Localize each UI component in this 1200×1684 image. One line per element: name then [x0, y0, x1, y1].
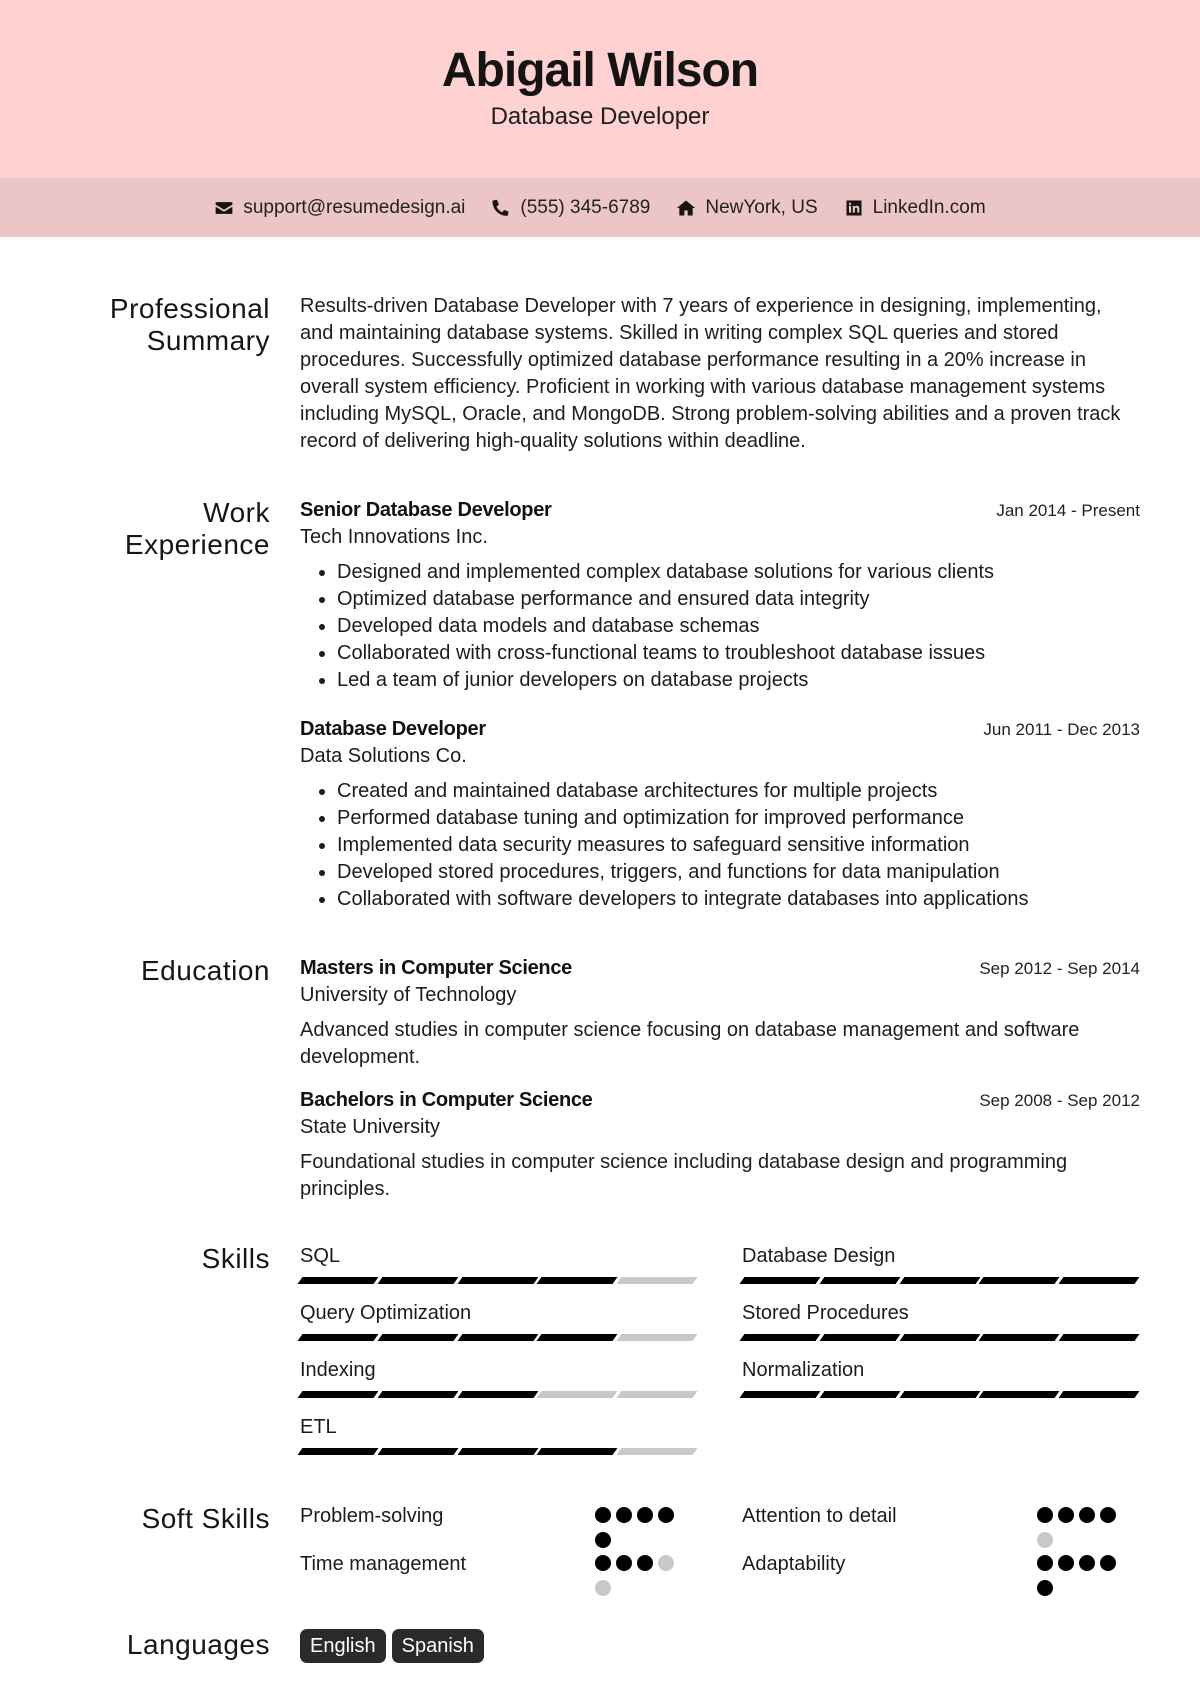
- job-company: Data Solutions Co.: [300, 745, 467, 767]
- skill-level-bar: [300, 1334, 695, 1343]
- skill-level-segment: [1059, 1391, 1140, 1398]
- envelope-icon: [214, 198, 234, 218]
- skill-name: Indexing: [300, 1359, 376, 1381]
- skill-name: Stored Procedures: [742, 1302, 909, 1324]
- linkedin-icon: [844, 198, 864, 218]
- section-title-education: Education: [140, 955, 270, 986]
- skill-level-segment: [457, 1391, 538, 1398]
- job-bullet: • Led a team of junior developers on database projects: [337, 667, 1140, 694]
- soft-skill-item: [742, 1503, 1137, 1551]
- skill-item: [300, 1243, 695, 1286]
- skill-level-bar: [300, 1277, 695, 1286]
- skill-level-segment: [979, 1391, 1060, 1398]
- language-tag: English: [300, 1629, 386, 1663]
- skill-level-segment: [537, 1448, 618, 1455]
- skill-level-segment: [1059, 1277, 1140, 1284]
- skill-item: [300, 1357, 695, 1400]
- experience-heading-line2: Experience: [124, 529, 270, 560]
- contact-linkedin[interactable]: [844, 197, 986, 219]
- soft-skill-name: Problem-solving: [300, 1505, 444, 1527]
- job-company: Tech Innovations Inc.: [300, 526, 488, 548]
- skill-level-segment: [819, 1277, 900, 1284]
- skill-item: [742, 1243, 1137, 1286]
- education-entry: [300, 1087, 1140, 1203]
- rating-dot: [1037, 1580, 1053, 1596]
- rating-dot: [595, 1580, 611, 1596]
- rating-dot: [1037, 1555, 1053, 1571]
- job-title: Database Developer: [300, 718, 486, 740]
- job-title: Senior Database Developer: [300, 499, 552, 521]
- skill-level-segment: [298, 1334, 379, 1341]
- soft-skill-name: Attention to detail: [742, 1505, 897, 1527]
- skill-level-segment: [298, 1391, 379, 1398]
- rating-dot: [637, 1507, 653, 1523]
- rating-dot: [1037, 1532, 1053, 1548]
- languages-section: [0, 1629, 1140, 1663]
- skill-item: [300, 1300, 695, 1343]
- contact-bar: [0, 178, 1200, 237]
- candidate-name: Abigail Wilson: [441, 44, 759, 97]
- skill-level-segment: [457, 1448, 538, 1455]
- job-bullet: • Collaborated with software developers to integrate databases into applications: [337, 886, 1140, 913]
- job-bullets: [337, 778, 1140, 913]
- section-title-summary: [0, 293, 270, 455]
- summary-heading-line1: Professional: [109, 293, 270, 324]
- skill-level-segment: [617, 1391, 698, 1398]
- skill-item: [742, 1300, 1137, 1343]
- skill-level-segment: [740, 1277, 821, 1284]
- soft-skill-item: [742, 1551, 1137, 1599]
- language-tag: Spanish: [392, 1629, 484, 1663]
- section-title-experience: [0, 497, 270, 913]
- rating-dot: [616, 1555, 632, 1571]
- section-title-languages: Languages: [126, 1629, 270, 1660]
- job-date: Jan 2014 - Present: [996, 501, 1140, 520]
- education-section: [0, 955, 1140, 1203]
- skill-level-segment: [1059, 1334, 1140, 1341]
- job-bullet: • Developed stored procedures, triggers, and functions for data manipulation: [337, 859, 1140, 886]
- candidate-title: Database Developer: [490, 103, 710, 130]
- soft-skill-name: Adaptability: [742, 1553, 846, 1575]
- skill-level-segment: [377, 1277, 458, 1284]
- skill-level-segment: [819, 1334, 900, 1341]
- soft-skills-grid: [300, 1503, 1140, 1599]
- job-entry: [300, 716, 1140, 913]
- education-description: Advanced studies in computer science focusing on database management and software development.: [300, 1019, 1080, 1068]
- skill-level-segment: [740, 1391, 821, 1398]
- experience-heading-line1: Work: [203, 497, 270, 528]
- contact-phone[interactable]: [491, 197, 650, 219]
- job-date: Jun 2011 - Dec 2013: [983, 720, 1140, 739]
- skill-item: [300, 1414, 695, 1457]
- skill-level-segment: [979, 1334, 1060, 1341]
- phone-icon: [491, 198, 511, 218]
- job-entry: [300, 497, 1140, 694]
- section-title-soft-skills: Soft Skills: [141, 1503, 270, 1534]
- skill-level-segment: [740, 1334, 821, 1341]
- skill-level-segment: [899, 1334, 980, 1341]
- education-date: Sep 2008 - Sep 2012: [979, 1091, 1140, 1110]
- education-date: Sep 2012 - Sep 2014: [979, 959, 1140, 978]
- soft-skill-item: [300, 1503, 695, 1551]
- skill-level-segment: [899, 1277, 980, 1284]
- home-icon: [676, 198, 696, 218]
- rating-dot: [1037, 1507, 1053, 1523]
- skill-level-bar: [742, 1391, 1137, 1400]
- degree-title: Bachelors in Computer Science: [300, 1089, 593, 1111]
- rating-dot: [637, 1555, 653, 1571]
- school-name: State University: [300, 1116, 441, 1138]
- skill-level-segment: [537, 1391, 618, 1398]
- skill-level-segment: [457, 1334, 538, 1341]
- linkedin-text: LinkedIn.com: [872, 196, 986, 218]
- skill-level-segment: [298, 1448, 379, 1455]
- soft-skill-rating: [595, 1551, 685, 1599]
- education-entry: [300, 955, 1140, 1071]
- rating-dot: [616, 1507, 632, 1523]
- experience-section: [0, 497, 1140, 913]
- skill-level-segment: [979, 1277, 1060, 1284]
- rating-dot: [1058, 1555, 1074, 1571]
- soft-skill-rating: [1037, 1503, 1127, 1551]
- job-bullet: • Implemented data security measures to safeguard sensitive information: [337, 832, 1140, 859]
- skills-grid: [300, 1243, 1140, 1457]
- rating-dot: [658, 1555, 674, 1571]
- skill-name: Query Optimization: [300, 1302, 472, 1324]
- language-list: [300, 1629, 1140, 1663]
- soft-skill-rating: [1037, 1551, 1127, 1599]
- soft-skill-name: Time management: [300, 1553, 466, 1575]
- skill-level-segment: [537, 1334, 618, 1341]
- skill-level-segment: [298, 1277, 379, 1284]
- skill-item: [742, 1357, 1137, 1400]
- skill-level-segment: [377, 1448, 458, 1455]
- summary-heading-line2: Summary: [146, 325, 270, 356]
- section-title-skills: Skills: [201, 1243, 270, 1274]
- summary-text: Results-driven Database Developer with 7 years of experience in designing, implementing, and maintaining database systems. Skilled in writing complex SQL queries and stored procedures. Successfully optimized database performance resulting in a 20% increase in overall system efficiency. Proficient in working with various database management systems including MySQL, Oracle, and MongoDB. Strong problem-solving abilities and a proven track record of delivering high-quality solutions within deadline.: [300, 295, 1121, 452]
- skill-name: Database Design: [742, 1245, 896, 1267]
- email-text: support@resumedesign.ai: [243, 196, 466, 218]
- contact-email[interactable]: [214, 197, 465, 219]
- rating-dot: [1100, 1507, 1116, 1523]
- rating-dot: [595, 1532, 611, 1548]
- phone-text: (555) 345-6789: [520, 196, 651, 218]
- school-name: University of Technology: [300, 984, 517, 1006]
- job-bullet: • Performed database tuning and optimization for improved performance: [337, 805, 1140, 832]
- soft-skill-item: [300, 1551, 695, 1599]
- rating-dot: [1079, 1507, 1095, 1523]
- skill-level-segment: [819, 1391, 900, 1398]
- job-bullet: • Optimized database performance and ensured data integrity: [337, 586, 1140, 613]
- resume-content: [0, 237, 1200, 1663]
- rating-dot: [595, 1555, 611, 1571]
- skill-level-segment: [377, 1334, 458, 1341]
- skill-name: SQL: [300, 1245, 341, 1267]
- education-description: Foundational studies in computer science including database design and programming principles.: [300, 1151, 1068, 1200]
- skill-name: Normalization: [742, 1359, 865, 1381]
- skill-level-bar: [300, 1391, 695, 1400]
- resume-header: [0, 0, 1200, 178]
- soft-skill-rating: [595, 1503, 685, 1551]
- soft-skills-section: [0, 1503, 1140, 1599]
- contact-location: [676, 197, 817, 219]
- skill-level-segment: [617, 1448, 698, 1455]
- job-bullet: • Collaborated with cross-functional teams to troubleshoot database issues: [337, 640, 1140, 667]
- rating-dot: [1058, 1507, 1074, 1523]
- skill-level-segment: [457, 1277, 538, 1284]
- summary-section: [0, 293, 1140, 455]
- job-bullet: • Created and maintained database architectures for multiple projects: [337, 778, 1140, 805]
- job-bullets: [337, 559, 1140, 694]
- skill-level-segment: [899, 1391, 980, 1398]
- degree-title: Masters in Computer Science: [300, 957, 572, 979]
- skills-section: [0, 1243, 1140, 1457]
- skill-level-segment: [377, 1391, 458, 1398]
- skill-level-segment: [617, 1334, 698, 1341]
- skill-name: ETL: [300, 1416, 337, 1438]
- location-text: NewYork, US: [705, 196, 818, 218]
- skill-level-bar: [742, 1334, 1137, 1343]
- skill-level-bar: [300, 1448, 695, 1457]
- rating-dot: [1100, 1555, 1116, 1571]
- skill-level-segment: [537, 1277, 618, 1284]
- skill-level-bar: [742, 1277, 1137, 1286]
- job-bullet: • Developed data models and database schemas: [337, 613, 1140, 640]
- rating-dot: [658, 1507, 674, 1523]
- job-bullet: • Designed and implemented complex database solutions for various clients: [337, 559, 1140, 586]
- rating-dot: [595, 1507, 611, 1523]
- skill-level-segment: [617, 1277, 698, 1284]
- rating-dot: [1079, 1555, 1095, 1571]
